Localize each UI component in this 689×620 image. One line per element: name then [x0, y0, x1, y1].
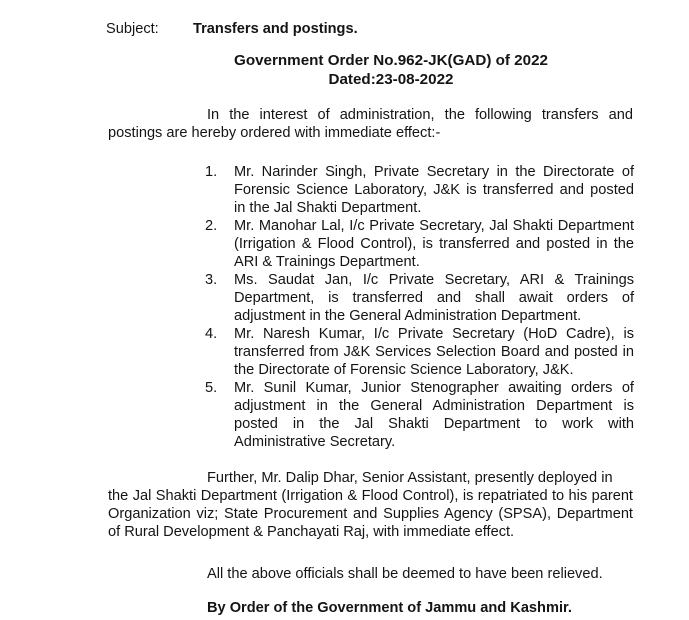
posting-number: 4.: [205, 326, 218, 342]
signoff-line: By Order of the Government of Jammu and Kashmir.: [207, 600, 572, 616]
order-date: Dated:23-08-2022: [328, 71, 454, 88]
order-number: Government Order No.962-JK(GAD) of 2022: [234, 52, 548, 69]
posting-item: [205, 163, 634, 217]
posting-item: [205, 217, 634, 271]
intro-text: In the interest of administration, the following transfers and postings are hereby ordered with immediate effect:-: [108, 107, 633, 141]
posting-item: [205, 325, 634, 379]
posting-number: 2.: [205, 218, 218, 234]
posting-text: Mr. Narinder Singh, Private Secretary in the Directorate of Forensic Science Laboratory, J&K is transferred and posted in the Jal Shakti Department.: [234, 164, 634, 216]
posting-item: [205, 271, 634, 325]
posting-number: 3.: [205, 272, 218, 288]
subject-label: Subject:: [106, 21, 159, 37]
posting-number: 1.: [205, 164, 218, 180]
intro-paragraph: [108, 106, 633, 142]
posting-text: Mr. Naresh Kumar, I/c Private Secretary (HoD Cadre), is transferred from J&K Services Selection Board and posted in the Directorate of Forensic Science Laboratory, J&K.: [234, 326, 634, 378]
subject-text: Transfers and postings.: [193, 21, 358, 37]
further-first-line: Further, Mr. Dalip Dhar, Senior Assistant, presently deployed in: [207, 470, 613, 486]
relieved-statement: All the above officials shall be deemed to have been relieved.: [207, 566, 603, 582]
postings-list: [205, 163, 634, 451]
posting-text: Ms. Saudat Jan, I/c Private Secretary, ARI & Trainings Department, is transferred and shall await orders of adjustment in the General Administration Department.: [234, 272, 634, 324]
further-text: the Jal Shakti Department (Irrigation & Flood Control), is repatriated to his parent Organization viz; State Procurement and Supplies Agency (SPSA), Department of Rural Development & Panchayati Raj, with immediate effect.: [108, 488, 633, 540]
posting-item: [205, 379, 634, 451]
posting-number: 5.: [205, 380, 218, 396]
posting-text: Mr. Sunil Kumar, Junior Stenographer awaiting orders of adjustment in the General Administration Department is posted in the Jal Shakti Department to work with Administrative Secretary.: [234, 380, 634, 450]
posting-text: Mr. Manohar Lal, I/c Private Secretary, Jal Shakti Department (Irrigation & Flood Control), is transferred and posted in the ARI & Trainings Department.: [234, 218, 634, 270]
further-paragraph: [108, 469, 633, 541]
